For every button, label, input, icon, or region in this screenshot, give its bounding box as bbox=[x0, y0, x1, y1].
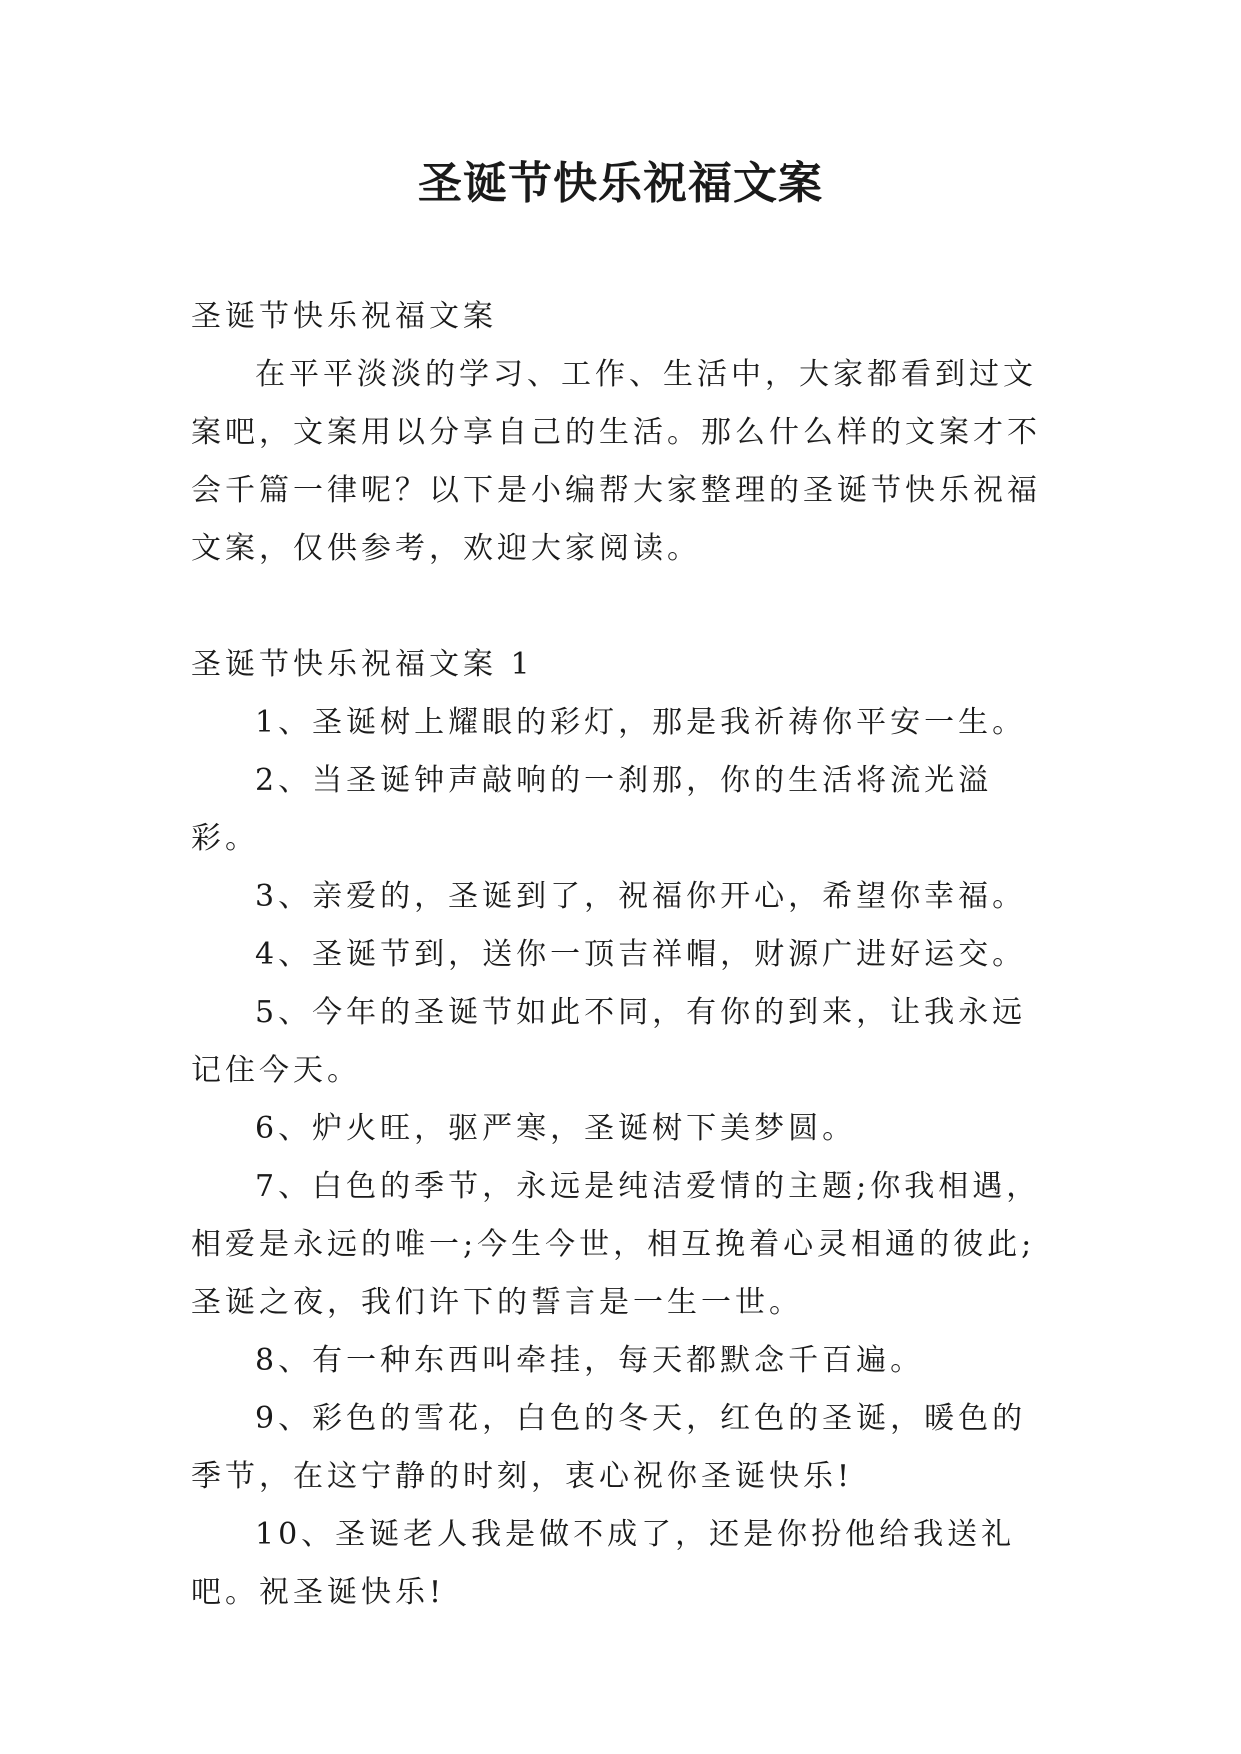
document-title: 圣诞节快乐祝福文案 bbox=[418, 158, 823, 209]
list-item: 2、当圣诞钟声敲响的一刹那，你的生活将流光溢彩。 bbox=[191, 763, 993, 856]
list-item: 8、有一种东西叫牵挂，每天都默念千百遍。 bbox=[255, 1343, 925, 1378]
list-item: 1、圣诞树上耀眼的彩灯，那是我祈祷你平安一生。 bbox=[255, 705, 1027, 740]
list-item: 7、白色的季节，永远是纯洁爱情的主题;你我相遇，相爱是永远的唯一;今生今世，相互挽着心灵相通的彼此;圣诞之夜，我们许下的誓言是一生一世。 bbox=[191, 1169, 1041, 1320]
document-body bbox=[191, 288, 1051, 1622]
list-item: 6、炉火旺，驱严寒，圣诞树下美梦圆。 bbox=[255, 1111, 857, 1146]
list-item: 4、圣诞节到，送你一顶吉祥帽，财源广进好运交。 bbox=[255, 937, 1027, 972]
section-heading: 圣诞节快乐祝福文案 1 bbox=[191, 647, 534, 682]
list-item: 9、彩色的雪花，白色的冬天，红色的圣诞，暖色的季节，在这宁静的时刻，衷心祝你圣诞快乐! bbox=[191, 1401, 1027, 1494]
document-subtitle: 圣诞节快乐祝福文案 bbox=[191, 299, 497, 334]
intro-paragraph: 在平平淡淡的学习、工作、生活中，大家都看到过文案吧，文案用以分享自己的生活。那么什么样的文案才不会千篇一律呢？以下是小编帮大家整理的圣诞节快乐祝福文案，仅供参考，欢迎大家阅读。 bbox=[191, 357, 1041, 566]
list-item: 5、今年的圣诞节如此不同，有你的到来，让我永远记住今天。 bbox=[191, 995, 1027, 1088]
list-item: 3、亲爱的，圣诞到了，祝福你开心，希望你幸福。 bbox=[255, 879, 1027, 914]
list-item: 10、圣诞老人我是做不成了，还是你扮他给我送礼吧。祝圣诞快乐! bbox=[191, 1517, 1016, 1610]
